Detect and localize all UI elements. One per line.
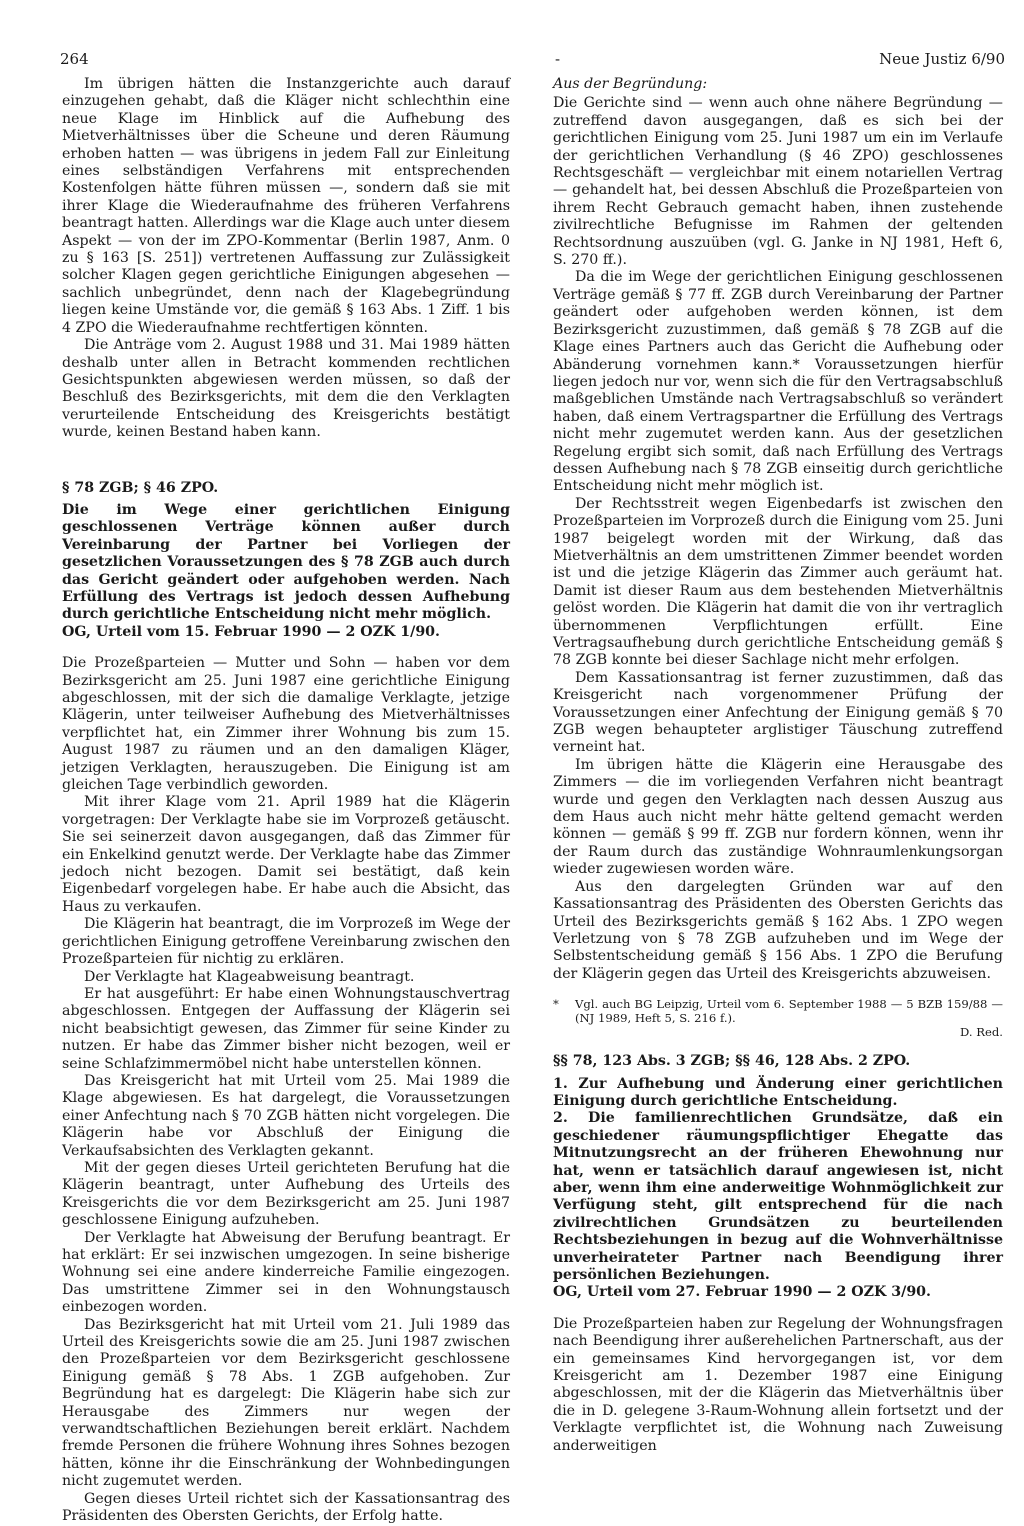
paragraph: Das Bezirksgericht hat mit Urteil vom 21. Juli 1989 das Urteil des Kreisgerichts sowie die am 25. Juni 1987 zwischen den Prozeßparteien vor dem Bezirksgericht geschlossene Einigung gemäß § 78 Abs. 1 ZGB aufgehoben. Zur Begründung hat es dargelegt: Die Klägerin habe sich zur Herausgabe des Zimmers nur wegen der verwandtschaftlichen Beziehungen bereit erklärt. Nachdem fremde Personen die frühere Wohnung ihres Sohnes bezogen hätten, könne ihr die Einschränkung der Wohnbedingungen nicht zugemutet werden.	[62, 1316, 510, 1490]
footnote-editor: D. Red.	[960, 1025, 1003, 1040]
leitsatz: Die im Wege einer gerichtlichen Einigung geschlossenen Verträge können außer durch Vereinbarung der Partner bei Vorliegen der gesetzlichen Voraussetzungen des § 78 ZGB auch durch das Gericht geändert oder aufgehoben werden. Nach Erfüllung des Vertrags ist jedoch dessen Aufhebung durch gerichtliche Entscheidung nicht mehr möglich.	[62, 501, 510, 623]
paragraph: Die Prozeßparteien haben zur Regelung der Wohnungsfragen nach Beendigung ihrer außerehelichen Partnerschaft, aus der ein gemeinsames Kind hervorgegangen ist, vor dem Kreisgericht am 1. Dezember 1987 eine Einigung abgeschlossen, mit der die Klägerin das Mietverhältnis über die in D. gelegene 3-Raum-Wohnung allein fortsetzt und der Verklagte verpflichtet ist, die Wohnung nach Zuweisung anderweitigen	[553, 1315, 1003, 1454]
section-heading: § 78 ZGB; § 46 ZPO.	[62, 479, 219, 496]
paragraph: Mit ihrer Klage vom 21. April 1989 hat die Klägerin vorgetragen: Der Verklagte habe sie im Vorprozeß getäuscht. Sie sei seinerzeit davon ausgegangen, daß das Zimmer für ein Enkelkind genutzt werde. Der Verklagte habe das Zimmer jedoch nicht bezogen. Damit sei bestätigt, daß kein Eigenbedarf vorgelegen habe. Er habe auch die Absicht, das Haus zu verkaufen.	[62, 794, 510, 915]
left-column	[62, 76, 510, 1526]
page-number: 264	[60, 50, 89, 68]
right-column	[553, 76, 1003, 1455]
leitsatz: 1. Zur Aufhebung und Änderung einer gerichtlichen Einigung durch gerichtliche Entscheidung.	[553, 1075, 1003, 1109]
paragraph: Aus den dargelegten Gründen war auf den Kassationsantrag des Präsidenten des Obersten Gerichts das Urteil des Bezirksgerichts gemäß § 162 Abs. 1 ZPO wegen Verletzung von § 78 ZGB aufzuheben und im Wege der Selbstentscheidung gemäß § 156 Abs. 1 ZPO die Berufung der Klägerin gegen das Urteil des Kreisgerichts abzuweisen.	[553, 878, 1003, 982]
paragraph: Da die im Wege der gerichtlichen Einigung geschlossenen Verträge gemäß § 77 ff. ZGB durch Vereinbarung der Partner geändert oder aufgehoben werden können, ist dem Bezirksgericht zuzustimmen, daß gemäß § 78 ZGB auf die Klage eines Partners auch das Gericht die Aufhebung oder Abänderung vornehmen kann.* Voraussetzungen hierfür liegen jedoch nur vor, wenn sich die für den Vertragsabschluß maßgeblichen Umstände nach Vertragsabschluß so verändert haben, daß einem Vertragspartner die Erfüllung des Vertrags nicht mehr zugemutet werden kann. Aus der gesetzlichen Regelung ergibt sich somit, daß nach Erfüllung des Vertrags dessen Aufhebung nach § 78 ZGB einseitig durch gerichtliche Entscheidung nicht mehr möglich ist.	[553, 269, 1003, 495]
page-header	[60, 50, 1005, 70]
subheading: Aus der Begründung:	[553, 76, 708, 92]
paragraph: Mit der gegen dieses Urteil gerichteten Berufung hat die Klägerin beantragt, unter Aufhebung des Urteils des Kreisgerichts die vor dem Bezirksgericht am 25. Juni 1987 geschlossene Einigung aufzuheben.	[62, 1159, 510, 1229]
journal-title: Neue Justiz 6/90	[879, 50, 1005, 68]
paragraph: Dem Kassationsantrag ist ferner zuzustimmen, daß das Kreisgericht nach vorgenommener Prüfung der Voraussetzungen einer Anfechtung der Einigung gemäß § 70 ZGB wegen behaupteter arglistiger Täuschung zutreffend verneint hat.	[553, 669, 1003, 756]
paragraph: Die Anträge vom 2. August 1988 und 31. Mai 1989 hätten deshalb unter allen in Betracht kommenden rechtlichen Gesichtspunkten abgewiesen werden müssen, so daß der Beschluß des Bezirksgerichts, mit dem die den Verklagten verurteilende Entscheidung des Kreisgerichts bestätigt wurde, keinen Bestand haben kann.	[62, 337, 510, 441]
paragraph: Der Rechtsstreit wegen Eigenbedarfs ist zwischen den Prozeßparteien im Vorprozeß durch die Einigung vom 25. Juni 1987 beigelegt worden mit der Wirkung, daß das Mietverhältnis an dem umstrittenen Zimmer beendet worden ist und die jetzige Klägerin das Zimmer auch geräumt hat. Damit ist dieser Raum aus dem bestehenden Mietverhältnis gelöst worden. Die Klägerin hat damit die von ihr vertraglich übernommenen Verpflichtungen erfüllt. Eine Vertragsaufhebung durch gerichtliche Entscheidung gemäß § 78 ZGB konnte bei dieser Sachlage nicht mehr erfolgen.	[553, 495, 1003, 669]
paragraph: Die Klägerin hat beantragt, die im Vorprozeß im Wege der gerichtlichen Einigung getroffene Vereinbarung zwischen den Prozeßparteien für nichtig zu erklären.	[62, 916, 510, 968]
footnote-text: Vgl. auch BG Leipzig, Urteil vom 6. September 1988 — 5 BZB 159/88 — (NJ 1989, Heft 5, S. 216 f.).	[575, 997, 1003, 1026]
case-citation: OG, Urteil vom 15. Februar 1990 — 2 OZK 1/90.	[62, 623, 440, 640]
paragraph: Das Kreisgericht hat mit Urteil vom 25. Mai 1989 die Klage abgewiesen. Es hat dargelegt, die Voraussetzungen einer Anfechtung nach § 70 ZGB hätten nicht vorgelegen. Die Klägerin habe vor Abschluß der Einigung die Verkaufsabsichten des Verklagten gekannt.	[62, 1072, 510, 1159]
section-heading: §§ 78, 123 Abs. 3 ZGB; §§ 46, 128 Abs. 2 ZPO.	[553, 1053, 911, 1070]
paragraph: Im übrigen hätten die Instanzgerichte auch darauf einzugehen gehabt, daß die Kläger nicht schlechthin eine neue Klage im Hinblick auf die Aufhebung des Mietverhältnisses über die Scheune und deren Räumung erhoben hatten — was übrigens in jedem Fall zur Einleitung eines selbständigen Verfahrens mit entsprechenden Kostenfolgen hätte führen müssen —, sondern daß sie mit ihrer Klage die Wiederaufnahme des früheren Verfahrens beantragt hatten. Allerdings war die Klage auch unter diesem Aspekt — von der im ZPO-Kommentar (Berlin 1987, Anm. 0 zu § 163 [S. 251]) vertretenen Auffassung zur Zulässigkeit solcher Klagen gegen gerichtliche Einigungen abgesehen — sachlich unbegründet, denn nach der Klagebegründung liegen keine Umstände vor, die gemäß § 163 Abs. 1 Ziff. 1 bis 4 ZPO die Wiederaufnahme rechtfertigen könnten.	[62, 76, 510, 336]
footnote	[553, 997, 1003, 1039]
paragraph: Er hat ausgeführt: Er habe einen Wohnungstauschvertrag abgeschlossen. Entgegen der Auffassung der Klägerin sei nicht beabsichtigt gewesen, das Zimmer für seine Kinder zu nutzen. Er habe das Zimmer bisher nicht bezogen, weil er seine Schlafzimmermöbel nicht habe unterstellen können.	[62, 985, 510, 1072]
header-dash: -	[555, 50, 561, 68]
paragraph: Der Verklagte hat Abweisung der Berufung beantragt. Er hat erklärt: Er sei inzwischen umgezogen. In seine bisherige Wohnung sei eine andere kinderreiche Familie eingezogen. Das umstrittene Zimmer sei in den Wohnungstausch einbezogen worden.	[62, 1229, 510, 1316]
case-citation: OG, Urteil vom 27. Februar 1990 — 2 OZK 3/90.	[553, 1284, 931, 1301]
paragraph: Die Gerichte sind — wenn auch ohne nähere Begründung — zutreffend davon ausgegangen, daß es sich bei der gerichtlichen Einigung vom 25. Juni 1987 um ein im Verlaufe der gerichtlichen Verhandlung (§ 46 ZPO) geschlossenes Rechtsgeschäft — vergleichbar mit einem notariellen Vertrag — gehandelt hat, bei dessen Abschluß die Prozeßparteien von ihrem Recht Gebrauch gemacht haben, ihnen zustehende zivilrechtliche Befugnisse im Rahmen der geltenden Rechtsordnung auszuüben (vgl. G. Janke in NJ 1981, Heft 6, S. 270 ff.).	[553, 95, 1003, 269]
leitsatz: 2. Die familienrechtlichen Grundsätze, daß ein geschiedener räumungspflichtiger Ehegatte das Mitnutzungsrecht an der früheren Ehewohnung nur hat, wenn er tatsächlich darauf angewiesen ist, nicht aber, wenn ihm eine anderweitige Wohnmöglichkeit zur Verfügung steht, gilt entsprechend für die nach zivilrechtlichen Grundsätzen zu beurteilenden Rechtsbeziehungen in bezug auf die Wohnverhältnisse unverheirateter Partner nach Beendigung ihrer persönlichen Beziehungen.	[553, 1110, 1003, 1283]
paragraph: Die Prozeßparteien — Mutter und Sohn — haben vor dem Bezirksgericht am 25. Juni 1987 eine gerichtliche Einigung abgeschlossen, mit der sich die damalige Verklagte, jetzige Klägerin, unter teilweiser Aufhebung des Mietverhältnisses verpflichtet hat, ein Zimmer ihrer Wohnung bis zum 15. August 1987 zu räumen und an den damaligen Kläger, jetzigen Verklagten, herauszugeben. Die Einigung ist am gleichen Tage verbindlich geworden.	[62, 655, 510, 794]
footnote-mark: *	[553, 997, 559, 1012]
paragraph: Im übrigen hätte die Klägerin eine Herausgabe des Zimmers — die im vorliegenden Verfahren nicht beantragt wurde und gegen den Verklagten nach dessen Auszug aus dem Haus auch nicht mehr hätte geltend gemacht werden können — gemäß § 99 ff. ZGB nur fordern können, wenn ihr der Raum durch das zuständige Wohnraumlenkungsorgan wieder zugewiesen worden wäre.	[553, 756, 1003, 878]
paragraph: Der Verklagte hat Klageabweisung beantragt.	[84, 968, 415, 985]
paragraph: Gegen dieses Urteil richtet sich der Kassationsantrag des Präsidenten des Obersten Gerichts, der Erfolg hatte.	[62, 1490, 510, 1525]
